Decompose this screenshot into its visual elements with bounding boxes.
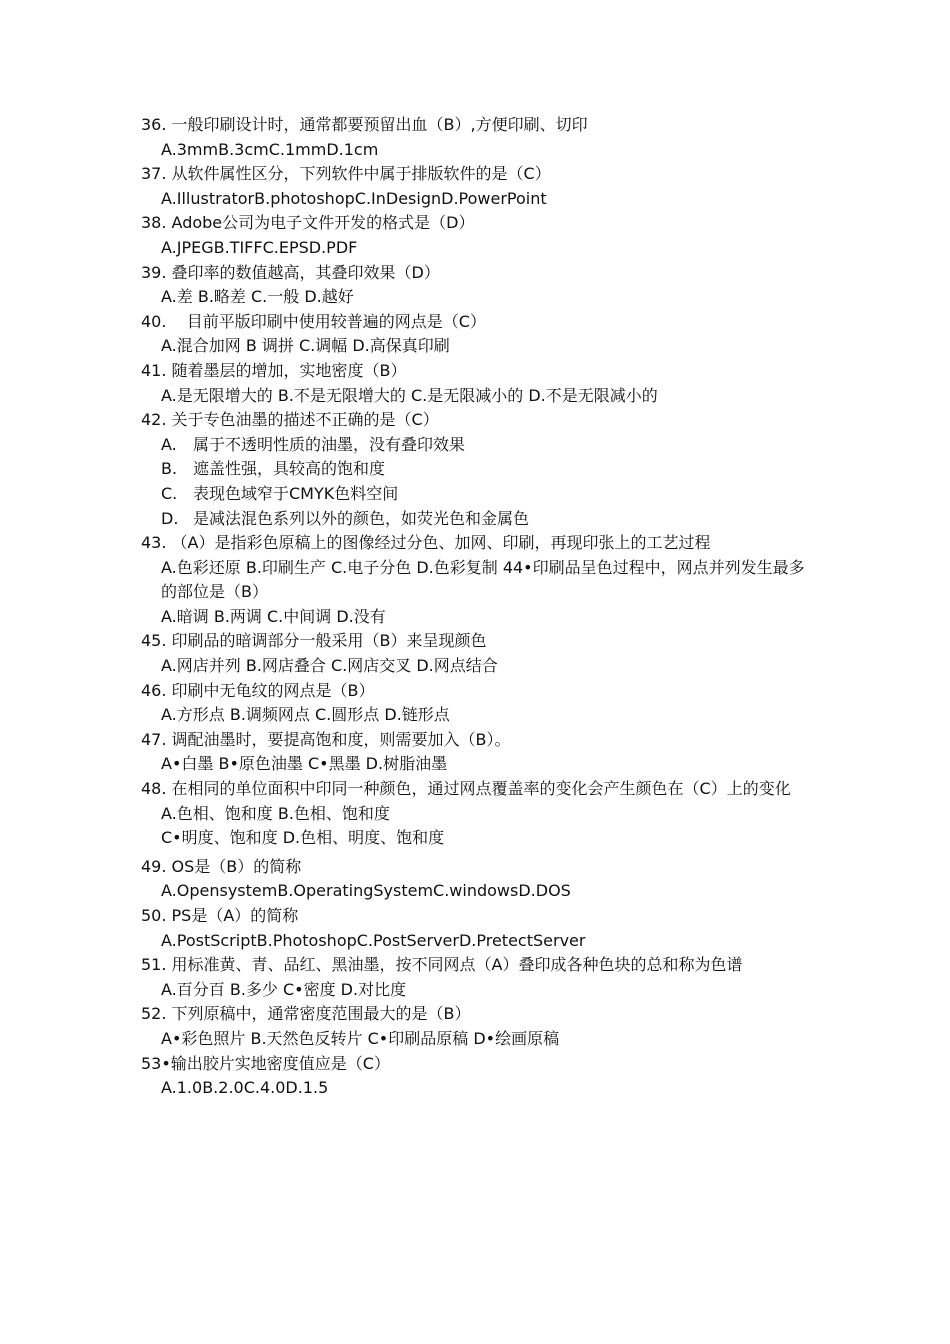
question-options: A.色彩还原 B.印刷生产 C.电子分色 D.色彩复制 44•印刷品呈色过程中，网点并列发生最多的部位是（B）: [161, 557, 805, 602]
option-item: [161, 457, 813, 482]
question-stem: 36. 一般印刷设计时，通常都要预留出血（B）,方便印刷、切印: [141, 115, 588, 134]
question-stem: 51. 用标准黄、青、品红、黑油墨，按不同网点（A）叠印成各种色块的总和称为色谱: [141, 955, 743, 975]
option-item: [161, 482, 813, 507]
question-options: A.JPEGB.TIFFC.EPSD.PDF: [161, 237, 358, 257]
question-options: A.网店并列 B.网店叠合 C.网店交叉 D.网点结合: [161, 656, 498, 676]
question-options: C•明度、饱和度 D.色相、明度、饱和度: [161, 828, 445, 848]
question-options: A.色相、饱和度 B.色相、饱和度: [161, 803, 390, 823]
question-options: A•彩色照片 B.天然色反转片 C•印刷品原稿 D•绘画原稿: [161, 1028, 560, 1048]
question-options: A.暗调 B.两调 C.中间调 D.没有: [161, 606, 386, 626]
option-text: 遮盖性强，具较高的饱和度: [193, 459, 386, 479]
question-stem: 53•输出胶片实地密度值应是（C）: [141, 1053, 390, 1073]
option-text: 表现色域窄于CMYK色料空间: [193, 483, 399, 503]
question-options: A.差 B.略差 C.一般 D.越好: [161, 287, 354, 307]
question-stem: 47. 调配油墨时，要提高饱和度，则需要加入（B）。: [141, 729, 511, 749]
question-options: A.OpensystemB.OperatingSystemC.windowsD.DOS: [161, 881, 571, 901]
question-stem: 46. 印刷中无龟纹的网点是（B）: [141, 680, 375, 700]
question-stem: 43. （A）是指彩色原稿上的图像经过分色、加网、印刷，再现印张上的工艺过程: [141, 533, 711, 553]
question-list: [141, 113, 813, 1101]
question-options: A.3mmB.3cmC.1mmD.1cm: [161, 139, 379, 159]
question-options: A.是无限增大的 B.不是无限增大的 C.是无限减小的 D.不是无限减小的: [161, 385, 658, 405]
option-label: C.: [161, 483, 178, 503]
question-stem: 49. OS是（B）的简称: [141, 856, 302, 876]
question-stem: 48. 在相同的单位面积中印同一种颜色，通过网点覆盖率的变化会产生颜色在（C）上的变化: [141, 779, 791, 799]
option-item: [161, 507, 813, 532]
question-options: A.IllustratorB.photoshopC.InDesignD.PowerPoint: [161, 188, 547, 208]
question-options: A.PostScriptB.PhotoshopC.PostServerD.PretectServer: [161, 930, 586, 950]
question-options: A.混合加网 B 调拼 C.调幅 D.高保真印刷: [161, 336, 450, 356]
question-options: A•白墨 B•原色油墨 C•黑墨 D.树脂油墨: [161, 754, 448, 774]
question-stem: 38. Adobe公司为电子文件开发的格式是（D）: [141, 213, 475, 233]
question-stem: 41. 随着墨层的增加，实地密度（B）: [141, 360, 407, 380]
question-stem: 45. 印刷品的暗调部分一般采用（B）来呈现颜色: [141, 631, 487, 651]
option-label: A.: [161, 434, 177, 454]
question-stem: 39. 叠印率的数值越高，其叠印效果（D）: [141, 262, 440, 282]
option-label: B.: [161, 459, 178, 479]
option-item: [161, 433, 813, 458]
question-options: A.百分百 B.多少 C•密度 D.对比度: [161, 979, 407, 999]
option-label: D.: [161, 508, 179, 528]
question-stem: 52. 下列原稿中，通常密度范围最大的是（B）: [141, 1004, 471, 1024]
option-text: 是减法混色系列以外的颜色，如荧光色和金属色: [193, 508, 530, 528]
question-stem: 37. 从软件属性区分，下列软件中属于排版软件的是（C）: [141, 164, 551, 184]
question-option-list: [141, 433, 813, 531]
question-stem: 40. 目前平版印刷中使用较普遍的网点是（C）: [141, 311, 486, 331]
question-options: A.1.0B.2.0C.4.0D.1.5: [161, 1078, 329, 1098]
question-stem: 50. PS是（A）的简称: [141, 906, 299, 925]
question-options: A.方形点 B.调频网点 C.圆形点 D.链形点: [161, 705, 450, 725]
option-text: 属于不透明性质的油墨，没有叠印效果: [193, 434, 466, 454]
question-stem: 42. 关于专色油墨的描述不正确的是（C）: [141, 410, 439, 430]
